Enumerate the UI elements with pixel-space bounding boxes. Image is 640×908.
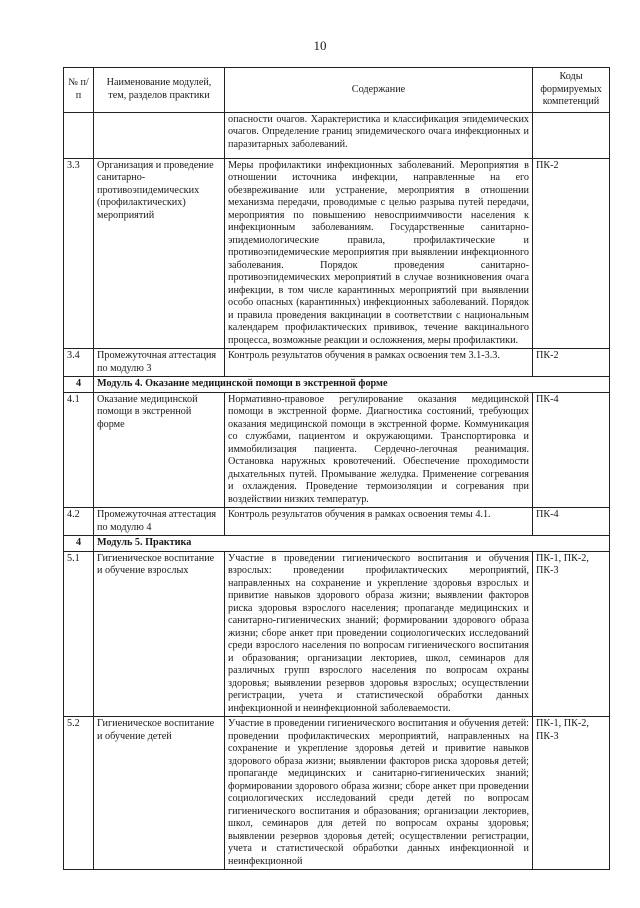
row-num: 4.2 [64, 508, 94, 536]
row-name: Промежуточная аттестация по модулю 3 [94, 349, 225, 377]
row-num: 4.1 [64, 392, 94, 508]
row-name: Гигиеническое воспитание и обучение взрослых [94, 551, 225, 717]
module-title: Модуль 4. Оказание медицинской помощи в экстренной форме [94, 377, 610, 393]
header-num: № п/п [64, 68, 94, 113]
row-content: Контроль результатов обучения в рамках освоения тем 3.1-3.3. [225, 349, 533, 377]
row-content: Участие в проведении гигиенического воспитания и обучения взрослых: проведении профилактических мероприятий, направленных на сохранение и укрепление здоровья взрослых и привитие навыков здорового образа жизни; выявлении факторов риска здоровья взрослого населения; пропаганде медицинских и санитарно-гигиенических знаний; формировании здорового образа жизни; сборе анкет при проведении социологических исследований среди взрослого населения по вопросам гигиенического воспитания и образования; организации лекториев, школ, семинаров для различных групп взрослого населения по вопросам охраны здоровья; выявлении резервов здоровья взрослых; осуществлении регистрации, учета и статистической обработки данных инфекционной и неинфекционной заболеваемости. [225, 551, 533, 717]
row-name [94, 112, 225, 158]
row-num: 3.4 [64, 349, 94, 377]
row-content: опасности очагов. Характеристика и классификация эпидемических очагов. Определение границ эпидемического очага инфекционных и паразитарных заболеваний. [225, 112, 533, 158]
row-codes [533, 112, 610, 158]
row-content: Контроль результатов обучения в рамках освоения темы 4.1. [225, 508, 533, 536]
row-num: 3.3 [64, 158, 94, 349]
page-number: 10 [313, 38, 327, 53]
row-codes: ПК-4 [533, 508, 610, 536]
table-row [64, 551, 610, 717]
row-content: Нормативно-правовое регулирование оказания медицинской помощи в экстренной форме. Диагностика состояний, требующих оказания медицинской помощи в экстренной форме. Коммуникация со службами, пациентом и окружающими. Транспортировка и иммобилизация пациента. Сердечно-легочная реанимация. Остановка наружных кровотечений. Обеспечение проходимости дыхательных путей. Промывание желудка. Применение согревания и охлаждения. Проведение термоизоляции и согревания при воздействии низких температур. [225, 392, 533, 508]
module-row [64, 536, 610, 552]
table-row [64, 349, 610, 377]
module-title: Модуль 5. Практика [94, 536, 610, 552]
row-codes: ПК-4 [533, 392, 610, 508]
row-name: Оказание медицинской помощи в экстренной форме [94, 392, 225, 508]
row-content: Меры профилактики инфекционных заболеваний. Мероприятия в отношении источника инфекции, направленные на его обезвреживание или устранение, мероприятия в отношении механизма передачи, проводимые с целью разрыва путей передачи, мероприятия по повышению невосприимчивости населения к инфекционным заболеваниям. Государственные санитарно-эпидемиологические правила, профилактические и противоэпидемические мероприятия при выявлении инфекционного заболевания. Порядок проведения санитарно-противоэпидемических мероприятий в случае возникновения очага инфекции, в том числе карантинных мероприятий при выявлении особо опасных (карантинных) инфекционных заболеваний. Порядок и правила проведения вакцинации в соответствии с национальным календарем профилактических прививок, течение вакцинального процесса, возможные реакции и осложнения, меры профилактики. [225, 158, 533, 349]
row-codes: ПК-1, ПК-2, ПК-3 [533, 717, 610, 870]
curriculum-table [63, 67, 610, 870]
table-body [64, 112, 610, 870]
table-row [64, 392, 610, 508]
row-name: Организация и проведение санитарно-противоэпидемических (профилактических) мероприятий [94, 158, 225, 349]
row-content: Участие в проведении гигиенического воспитания и обучения детей: проведении профилактических мероприятий, направленных на сохранение и укрепление здоровья детей и привитие навыков здорового образа жизни; выявлении факторов риска здоровья детей; пропаганде медицинских и санитарно-гигиенических знаний; формировании здорового образа жизни; сборе анкет при проведении социологических исследований среди детей по вопросам гигиенического воспитания и образования; организации лекториев, школ, семинаров для детей по вопросам охраны здоровья; выявлении резервов здоровья детей; осуществлении регистрации, учета и статистической обработки данных инфекционной и неинфекционной [225, 717, 533, 870]
header-codes: Коды формируемых компетенций [533, 68, 610, 113]
header-name: Наименование модулей, тем, разделов практики [94, 68, 225, 113]
row-num: 5.2 [64, 717, 94, 870]
row-name: Гигиеническое воспитание и обучение детей [94, 717, 225, 870]
row-num: 5.1 [64, 551, 94, 717]
header-content: Содержание [225, 68, 533, 113]
module-num: 4 [64, 536, 94, 552]
table-row [64, 112, 610, 158]
module-num: 4 [64, 377, 94, 393]
row-codes: ПК-2 [533, 158, 610, 349]
module-row [64, 377, 610, 393]
row-name: Промежуточная аттестация по модулю 4 [94, 508, 225, 536]
table-header-row [64, 68, 610, 113]
table-row [64, 508, 610, 536]
table-row [64, 717, 610, 870]
row-codes: ПК-1, ПК-2, ПК-3 [533, 551, 610, 717]
row-codes: ПК-2 [533, 349, 610, 377]
table-row [64, 158, 610, 349]
row-num [64, 112, 94, 158]
